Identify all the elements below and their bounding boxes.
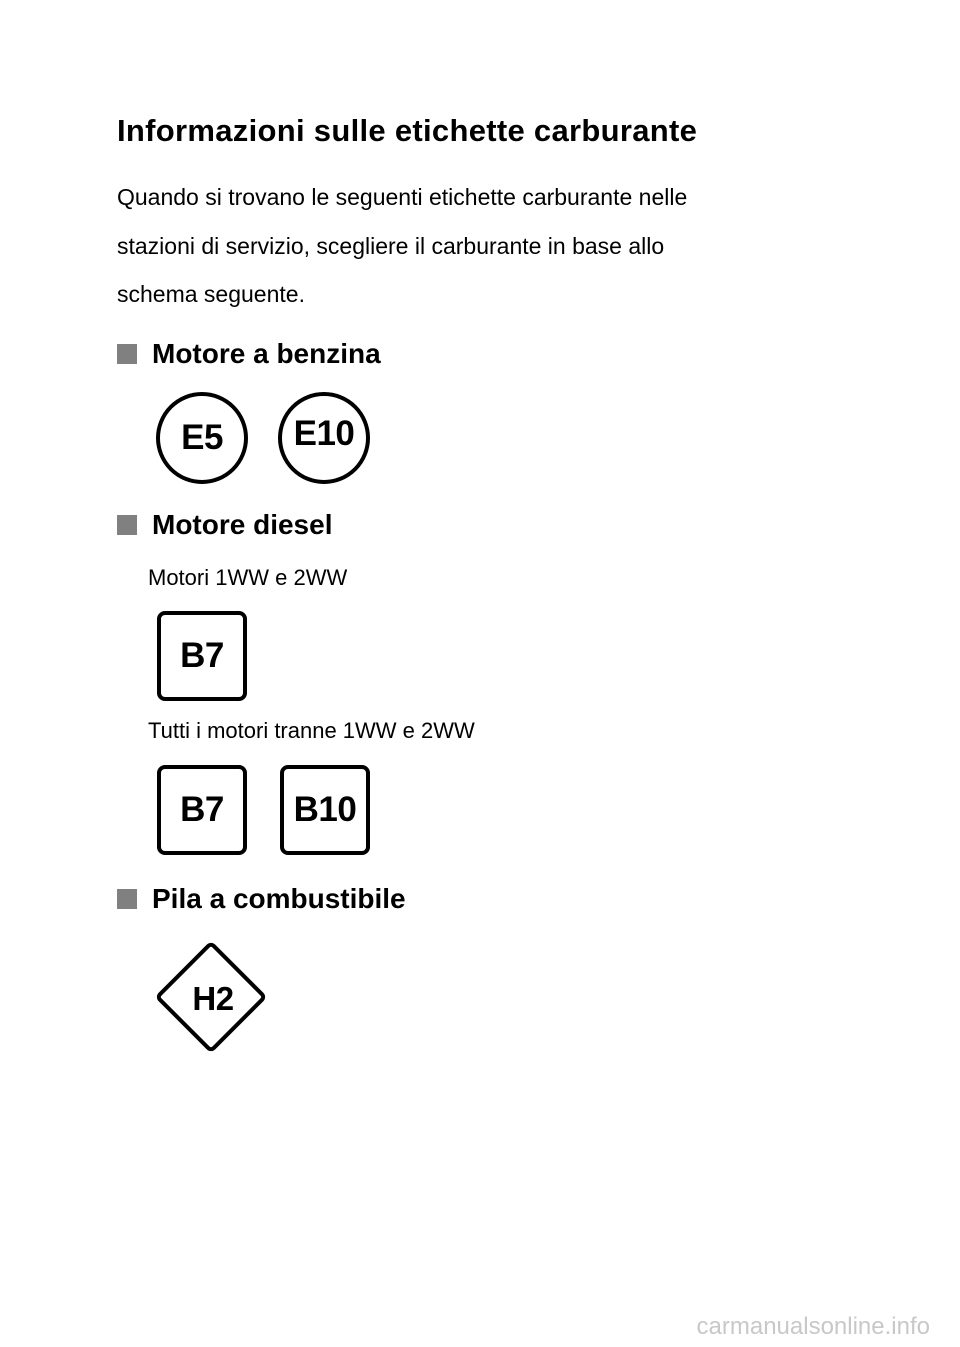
watermark: carmanualsonline.info	[696, 1313, 930, 1340]
section-heading-label: Motore diesel	[152, 509, 333, 540]
intro-line: Quando si trovano le seguenti etichette carburante nelle	[117, 184, 688, 210]
fuel-label-h2	[153, 939, 273, 1059]
fuel-label-text: E10	[293, 414, 355, 453]
diesel-group-caption: Motori 1WW e 2WW	[148, 565, 348, 590]
section-heading-diesel	[117, 508, 332, 542]
diesel-group-caption: Tutti i motori tranne 1WW e 2WW	[148, 718, 475, 743]
fuel-label-text: B7	[180, 790, 224, 829]
fuel-label-text: B7	[180, 636, 224, 675]
fuel-label-text: H2	[192, 980, 234, 1017]
intro-line: stazioni di servizio, scegliere il carburante in base allo	[117, 233, 665, 259]
section-heading-label: Motore a benzina	[152, 338, 381, 369]
fuel-label-b7	[157, 611, 247, 701]
fuel-label-text: E5	[181, 418, 223, 457]
fuel-label-b7	[157, 765, 247, 855]
intro-line: schema seguente.	[117, 281, 305, 307]
fuel-label-b10	[280, 765, 370, 855]
fuel-label-e5	[156, 392, 248, 484]
section-heading-fuel-cell	[117, 882, 406, 916]
square-bullet-icon	[117, 344, 137, 364]
fuel-label-text: B10	[293, 790, 357, 829]
section-heading-petrol	[117, 337, 381, 371]
square-bullet-icon	[117, 889, 137, 909]
fuel-label-e10	[278, 392, 370, 484]
square-bullet-icon	[117, 515, 137, 535]
section-heading-label: Pila a combustibile	[152, 883, 406, 914]
page-title: Informazioni sulle etichette carburante	[117, 113, 698, 148]
